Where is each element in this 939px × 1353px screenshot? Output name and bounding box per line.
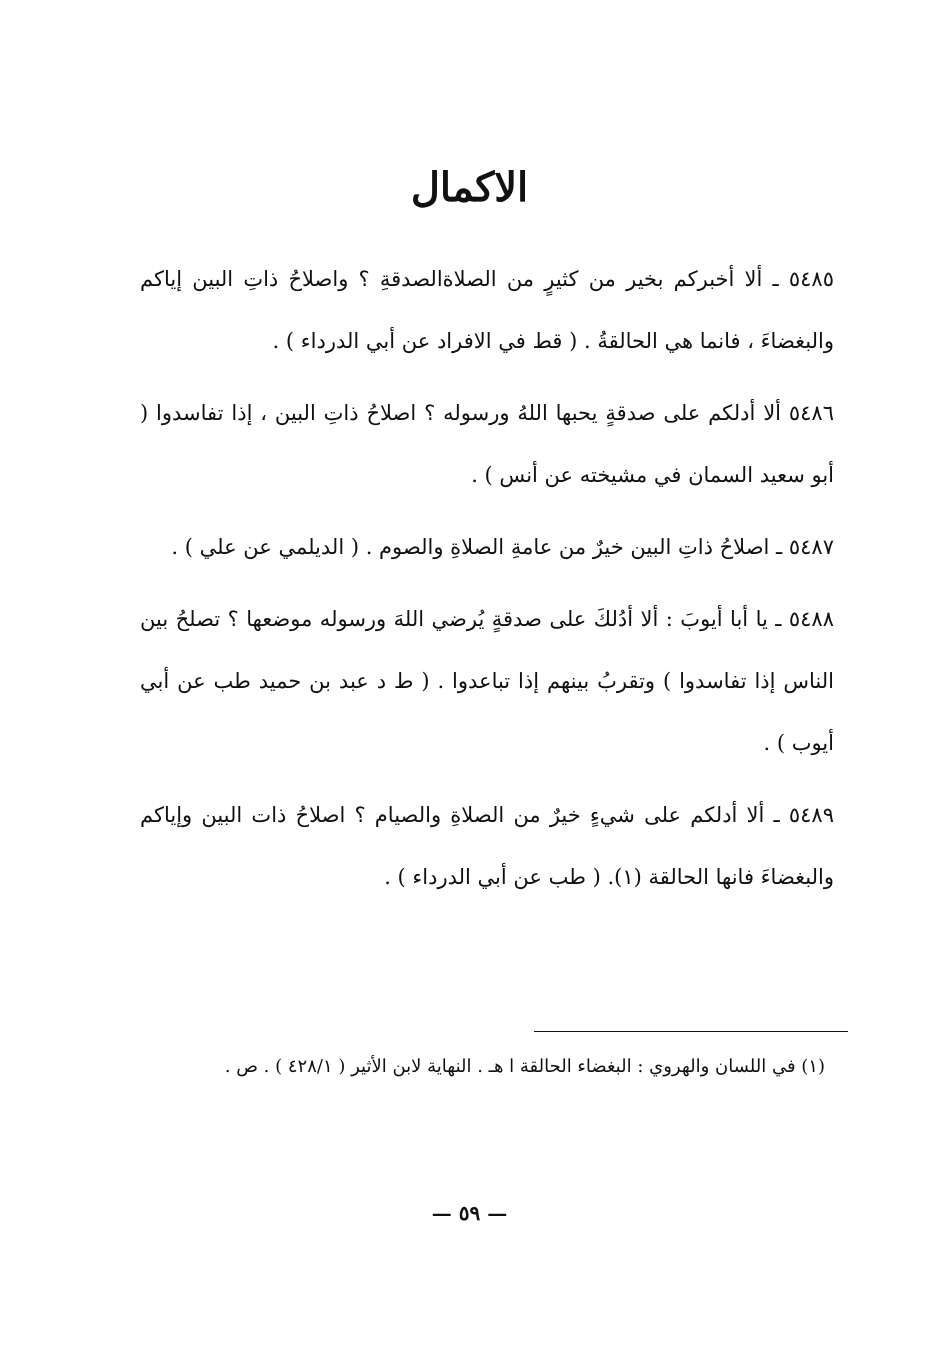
section-heading: الاكمال [410, 164, 529, 211]
footnote-divider [534, 1031, 848, 1032]
hadith-entry-5488: ٥٤٨٨ ـ يا أبا أيوبَ : ألا أدُلكَ على صدقةٍ يُرضي اللهَ ورسوله موضعها ؟ تصلحُ بين الناس إذا تفاسدوا ) وتقربُ بينهم إذا تباعدوا . ( ط د عبد بن حميد طب عن أبي أيوب ) . [140, 607, 834, 755]
page-number: — ٥٩ — [431, 1201, 508, 1225]
hadith-entry-5489: ٥٤٨٩ ـ ألا أدلكم على شيءٍ خيرٌ من الصلاةِ والصيام ؟ اصلاحُ ذات البين وإياكم والبغضاءَ فانها الحالقة (١). ( طب عن أبي الدرداء ) . [140, 803, 834, 889]
footnotes [145, 1045, 825, 1089]
hadith-entry-5485: ٥٤٨٥ ـ ألا أخبركم بخير من كثيرٍ من الصلاةالصدقةِ ؟ واصلاحُ ذاتِ البين إياكم والبغضاءَ ، فانما هي الحالقةُ . ( قط في الافراد عن أبي الدرداء ) . [140, 267, 834, 353]
hadith-body [140, 248, 834, 918]
footnote-1: (١) في اللسان والهروي : البغضاء الحالقة ا هـ . النهاية لابن الأثير ( ٤٢٨/١ ) . ص . [224, 1056, 825, 1077]
hadith-entry-5487: ٥٤٨٧ ـ اصلاحُ ذاتِ البين خيرٌ من عامةِ الصلاةِ والصوم . ( الديلمي عن علي ) . [171, 535, 834, 559]
hadith-entry-5486: ٥٤٨٦ ألا أدلكم على صدقةٍ يحبها اللهُ ورسوله ؟ اصلاحُ ذاتِ البين ، إذا تفاسدوا ( أبو سعيد السمان في مشيخته عن أنس ) . [140, 401, 834, 487]
